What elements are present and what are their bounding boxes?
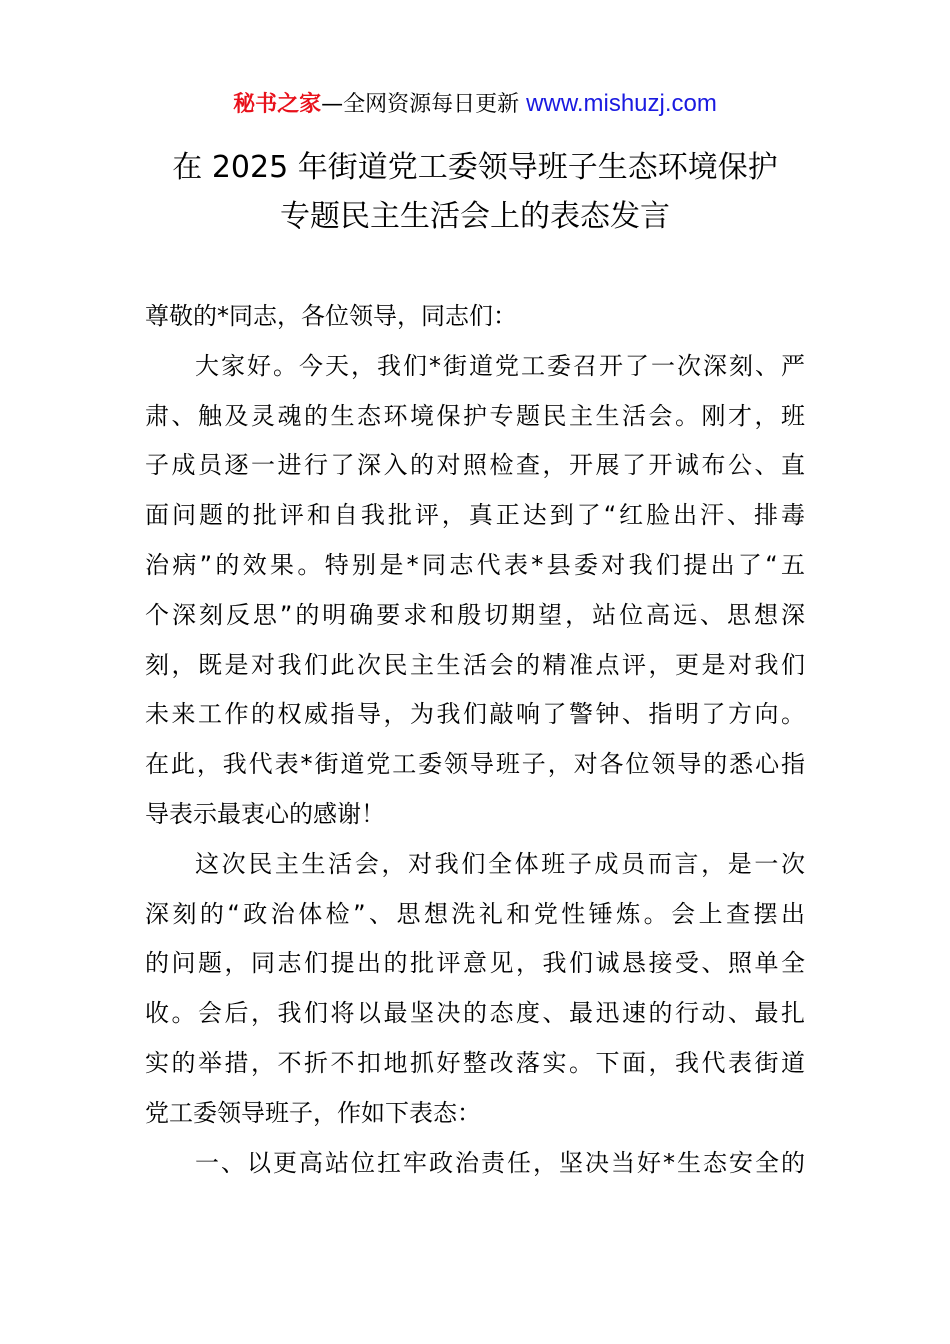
document-body <box>145 296 805 1192</box>
text-line: 刻，既是对我们此次民主生活会的精准点评，更是对我们 <box>145 650 805 679</box>
text-line: 未来工作的权威指导，为我们敲响了警钟、指明了方向。 <box>145 700 805 729</box>
text-line: 肃、触及灵魂的生态环境保护专题民主生活会。刚才，班 <box>145 401 805 430</box>
salutation: 尊敬的*同志，各位领导，同志们： <box>145 302 517 330</box>
section-heading-1 <box>145 1143 805 1193</box>
text-line: 一、以更高站位扛牢政治责任，坚决当好*生态安全的 <box>195 1148 805 1177</box>
brand-name: 秘书之家 <box>233 92 322 117</box>
text-line: 个深刻反思”的明确要求和殷切期望，站位高远、思想深 <box>145 600 805 629</box>
text-line: 这次民主生活会，对我们全体班子成员而言，是一次 <box>195 849 805 878</box>
header-tagline: —全网资源每日更新 <box>321 92 527 117</box>
text-line: 治病”的效果。特别是*同志代表*县委对我们提出了“五 <box>145 550 805 579</box>
paragraph-1 <box>145 346 805 844</box>
site-header <box>0 88 950 121</box>
text-line: 面问题的批评和自我批评，真正达到了“红脸出汗、排毒 <box>145 501 805 530</box>
text-line: 的问题，同志们提出的批评意见，我们诚恳接受、照单全 <box>145 949 805 978</box>
text-line: 党工委领导班子，作如下表态： <box>145 1098 481 1127</box>
document-title-line-1: 在 2025 年街道党工委领导班子生态环境保护 <box>172 150 778 185</box>
document-title-line-2: 专题民主生活会上的表态发言 <box>280 199 670 234</box>
site-url-link[interactable]: www.mishuzj.com <box>526 90 717 117</box>
text-line: 子成员逐一进行了深入的对照检查，开展了开诚布公、直 <box>145 451 805 480</box>
text-line: 深刻的“政治体检”、思想洗礼和党性锤炼。会上查摆出 <box>145 899 805 928</box>
text-line: 在此，我代表*街道党工委领导班子，对各位领导的悉心指 <box>145 750 805 779</box>
paragraph-2 <box>145 844 805 1143</box>
text-line: 大家好。今天，我们*街道党工委召开了一次深刻、严 <box>195 351 805 380</box>
text-line: 收。会后，我们将以最坚决的态度、最迅速的行动、最扎 <box>145 999 805 1028</box>
text-line: 实的举措，不折不扣地抓好整改落实。下面，我代表街道 <box>145 1048 805 1077</box>
text-line: 导表示最衷心的感谢！ <box>145 799 385 828</box>
